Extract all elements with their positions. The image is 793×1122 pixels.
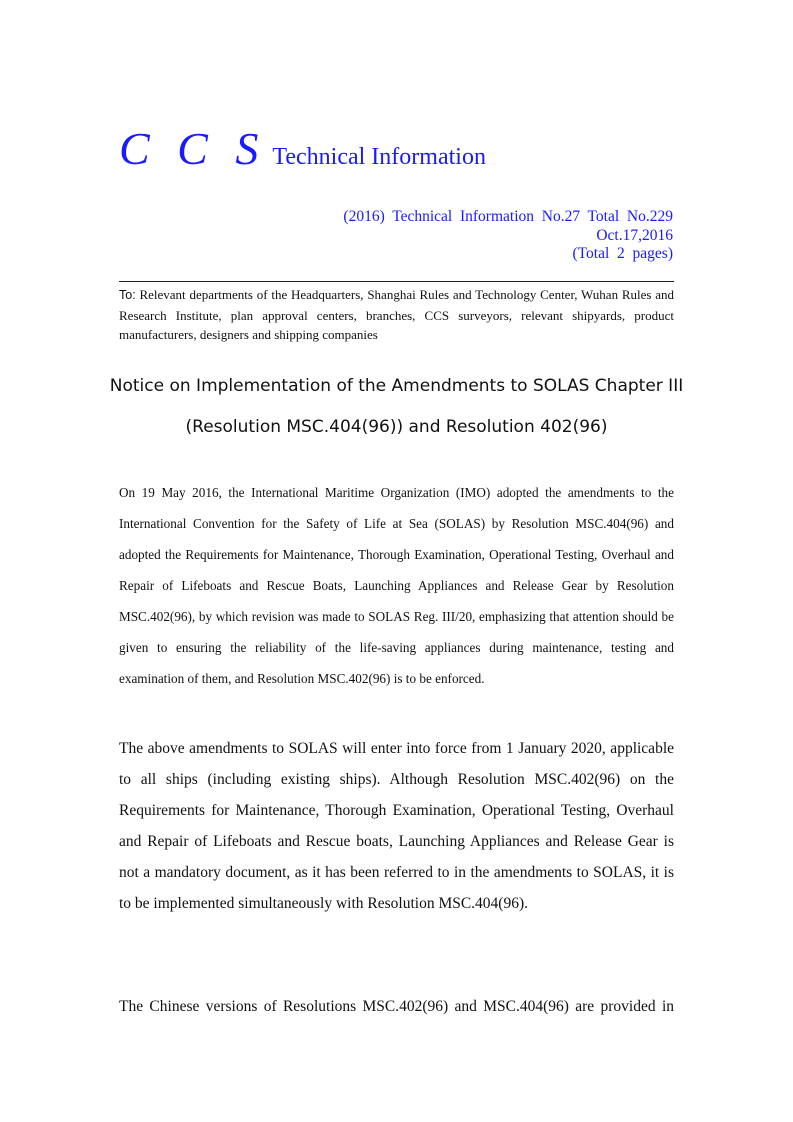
recipients-text: Relevant departments of the Headquarters, Shanghai Rules and Technology Center, Wuhan Rules and Research Institute, plan approval centers, branches, CCS surveyors, relevant shipyards, product manufacturers, designers and shipping companies bbox=[119, 287, 674, 342]
page-count: (Total 2 pages) bbox=[572, 245, 673, 262]
recipients-label: To: bbox=[119, 288, 136, 302]
notice-title-line-2: (Resolution MSC.404(96)) and Resolution 402(96) bbox=[185, 417, 608, 437]
body-paragraph-1: On 19 May 2016, the International Maritime Organization (IMO) adopted the amendments to the International Convention for the Safety of Life at Sea (SOLAS) by Resolution MSC.404(96) and adopted the Requirements for Maintenance, Thorough Examination, Operational Testing, Overhaul and Repair of Lifeboats and Rescue Boats, Launching Appliances and Release Gear by Resolution MSC.402(96), by which revision was made to SOLAS Reg. III/20, emphasizing that attention should be given to ensuring the reliability of the life-saving appliances during maintenance, testing and examination of them, and Resolution MSC.402(96) is to be enforced. bbox=[119, 485, 674, 686]
document-meta bbox=[343, 208, 673, 264]
notice-title-line-1: Notice on Implementation of the Amendments to SOLAS Chapter III bbox=[109, 376, 684, 396]
issue-number: (2016) Technical Information No.27 Total No.229 bbox=[343, 208, 673, 225]
body-paragraph-3: The Chinese versions of Resolutions MSC.402(96) and MSC.404(96) are provided in bbox=[119, 998, 674, 1015]
header-divider bbox=[119, 281, 674, 282]
logo-ccs: C C S bbox=[119, 123, 267, 174]
logo-subtitle: Technical Information bbox=[272, 144, 486, 170]
recipients bbox=[119, 285, 674, 345]
body-paragraph-2: The above amendments to SOLAS will enter into force from 1 January 2020, applicable to all ships (including existing ships). Although Resolution MSC.402(96) on the Requirements for Maintenance, Thorough Examination, Operational Testing, Overhaul and Repair of Lifeboats and Rescue boats, Launching Appliances and Release Gear is not a mandatory document, as it has been referred to in the amendments to SOLAS, it is to be implemented simultaneously with Resolution MSC.404(96). bbox=[119, 740, 674, 912]
document-logo bbox=[119, 122, 486, 175]
issue-date: Oct.17,2016 bbox=[596, 226, 673, 244]
